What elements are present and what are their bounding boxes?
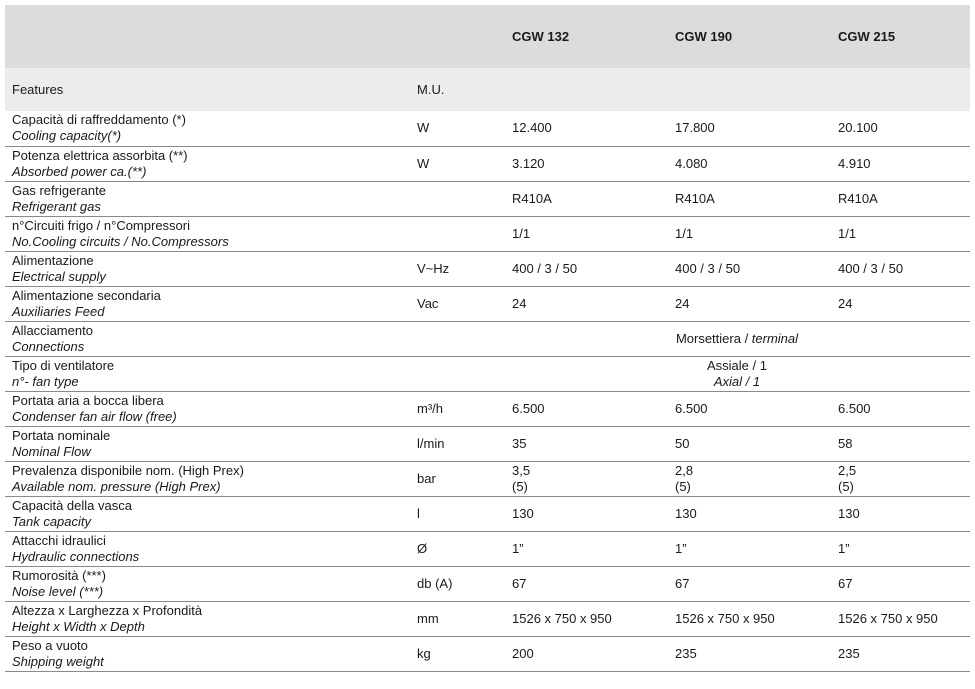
value-cell: 35 — [505, 426, 668, 461]
value-cell: 1” — [831, 531, 970, 566]
value-cell: 1526 x 750 x 950 — [668, 601, 831, 636]
spec-row — [5, 496, 970, 531]
spec-row — [5, 391, 970, 426]
value-cell: 6.500 — [505, 391, 668, 426]
feature-label-en: Condenser fan air flow (free) — [12, 408, 177, 424]
unit-cell: bar — [410, 461, 505, 496]
unit-cell — [410, 356, 505, 391]
feature-label-it: Altezza x Larghezza x Profondità — [12, 602, 203, 618]
feature-cell — [5, 601, 410, 636]
value-cell: 1526 x 750 x 950 — [505, 601, 668, 636]
value-cell: R410A — [831, 181, 970, 216]
feature-label-it: Prevalenza disponibile nom. (High Prex) — [12, 462, 244, 478]
feature-cell — [5, 146, 410, 181]
value-cell: 20.100 — [831, 111, 970, 146]
unit-cell — [410, 216, 505, 251]
value-cell: R410A — [505, 181, 668, 216]
value-cell: 58 — [831, 426, 970, 461]
merged-value-en: terminal — [751, 330, 799, 346]
spec-row — [5, 531, 970, 566]
feature-label-en: Connections — [12, 338, 85, 354]
feature-label-it: Alimentazione secondaria — [12, 287, 161, 303]
spec-row — [5, 356, 970, 391]
unit-cell: l — [410, 496, 505, 531]
header-empty-cell — [410, 5, 505, 68]
value-cell: 24 — [505, 286, 668, 321]
value-cell: 235 — [668, 636, 831, 671]
spec-row — [5, 181, 970, 216]
spec-row — [5, 321, 970, 356]
unit-cell — [410, 321, 505, 356]
feature-label-en: Available nom. pressure (High Prex) — [12, 478, 221, 494]
value-cell: R410A — [668, 181, 831, 216]
value-cell: 1” — [505, 531, 668, 566]
value-cell: 50 — [668, 426, 831, 461]
value-cell: 4.080 — [668, 146, 831, 181]
value-cell: 1/1 — [831, 216, 970, 251]
value-cell: 1/1 — [668, 216, 831, 251]
feature-label-en: Noise level (***) — [12, 583, 104, 599]
value-cell: 6.500 — [668, 391, 831, 426]
value-main: 2,5 — [838, 462, 857, 478]
spec-table — [5, 5, 970, 672]
features-label: Features — [5, 68, 410, 111]
spec-row — [5, 566, 970, 601]
merged-value-cell — [505, 356, 970, 391]
feature-label-en: No.Cooling circuits / No.Compressors — [12, 233, 229, 249]
value-cell: 24 — [668, 286, 831, 321]
unit-cell: V~Hz — [410, 251, 505, 286]
feature-label-en: Shipping weight — [12, 653, 104, 669]
feature-label-it: Tipo di ventilatore — [12, 357, 115, 373]
unit-cell: W — [410, 146, 505, 181]
value-cell: 400 / 3 / 50 — [668, 251, 831, 286]
merged-value-it: Assiale / 1 — [707, 357, 767, 373]
spec-row — [5, 216, 970, 251]
unit-cell — [410, 181, 505, 216]
feature-cell — [5, 566, 410, 601]
value-cell: 4.910 — [831, 146, 970, 181]
spec-row — [5, 636, 970, 671]
spec-row — [5, 146, 970, 181]
feature-cell — [5, 391, 410, 426]
feature-label-en: Refrigerant gas — [12, 198, 101, 214]
feature-label-it: Portata nominale — [12, 427, 111, 443]
feature-label-it: n°Circuiti frigo / n°Compressori — [12, 217, 191, 233]
value-cell: 130 — [831, 496, 970, 531]
unit-cell: Ø — [410, 531, 505, 566]
unit-cell: Vac — [410, 286, 505, 321]
feature-label-it: Alimentazione — [12, 252, 94, 268]
value-cell: 1/1 — [505, 216, 668, 251]
spec-row — [5, 286, 970, 321]
features-empty-cell — [831, 68, 970, 111]
feature-label-it: Capacità della vasca — [12, 497, 132, 513]
header-empty-cell — [5, 5, 410, 68]
feature-label-it: Allacciamento — [12, 322, 93, 338]
merged-value-en: Axial / 1 — [713, 373, 761, 389]
value-cell: 235 — [831, 636, 970, 671]
value-cell — [505, 461, 668, 496]
feature-label-it: Attacchi idraulici — [12, 532, 106, 548]
value-cell: 130 — [505, 496, 668, 531]
feature-cell — [5, 321, 410, 356]
value-cell: 400 / 3 / 50 — [505, 251, 668, 286]
feature-label-en: Auxiliaries Feed — [12, 303, 105, 319]
feature-cell — [5, 356, 410, 391]
feature-cell — [5, 181, 410, 216]
spec-row — [5, 601, 970, 636]
value-cell: 1” — [668, 531, 831, 566]
feature-label-en: Tank capacity — [12, 513, 92, 529]
value-cell: 3.120 — [505, 146, 668, 181]
feature-label-en: Electrical supply — [12, 268, 106, 284]
spec-row — [5, 111, 970, 146]
feature-cell — [5, 426, 410, 461]
value-cell: 67 — [505, 566, 668, 601]
value-note: (5) — [512, 478, 528, 494]
features-empty-cell — [668, 68, 831, 111]
feature-label-en: Absorbed power ca.(**) — [12, 163, 147, 179]
model-name: CGW 215 — [831, 5, 970, 68]
feature-label-en: Cooling capacity(*) — [12, 128, 122, 144]
feature-label-en: n°- fan type — [12, 373, 79, 389]
spec-row — [5, 461, 970, 496]
feature-label-en: Hydraulic connections — [12, 548, 140, 564]
feature-cell — [5, 636, 410, 671]
value-cell: 12.400 — [505, 111, 668, 146]
feature-label-en: Height x Width x Depth — [12, 618, 145, 634]
feature-label-it: Rumorosità (***) — [12, 567, 106, 583]
value-cell: 67 — [668, 566, 831, 601]
mu-label: M.U. — [410, 68, 505, 111]
feature-label-it: Portata aria a bocca libera — [12, 392, 164, 408]
unit-cell: W — [410, 111, 505, 146]
spec-row — [5, 251, 970, 286]
value-cell: 17.800 — [668, 111, 831, 146]
feature-label-en: Nominal Flow — [12, 443, 91, 459]
feature-label-it: Capacità di raffreddamento (*) — [12, 112, 186, 128]
unit-cell: l/min — [410, 426, 505, 461]
value-cell: 1526 x 750 x 950 — [831, 601, 970, 636]
feature-label-it: Gas refrigerante — [12, 182, 106, 198]
spec-rows — [5, 111, 970, 671]
feature-cell — [5, 461, 410, 496]
feature-cell — [5, 286, 410, 321]
feature-cell — [5, 216, 410, 251]
unit-cell: m³/h — [410, 391, 505, 426]
merged-value-it: Morsettiera / — [675, 330, 752, 346]
spec-row — [5, 426, 970, 461]
value-cell — [831, 461, 970, 496]
value-note: (5) — [838, 478, 854, 494]
value-cell: 6.500 — [831, 391, 970, 426]
value-cell: 200 — [505, 636, 668, 671]
unit-cell: kg — [410, 636, 505, 671]
feature-label-it: Peso a vuoto — [12, 637, 88, 653]
value-main: 3,5 — [512, 462, 531, 478]
feature-cell — [5, 531, 410, 566]
model-name: CGW 190 — [668, 5, 831, 68]
value-main: 2,8 — [675, 462, 694, 478]
value-cell: 67 — [831, 566, 970, 601]
unit-cell: db (A) — [410, 566, 505, 601]
features-header-row — [5, 68, 970, 111]
unit-cell: mm — [410, 601, 505, 636]
value-note: (5) — [675, 478, 691, 494]
feature-cell — [5, 251, 410, 286]
spec-table-container — [5, 5, 970, 672]
value-cell — [668, 461, 831, 496]
feature-label-it: Potenza elettrica assorbita (**) — [12, 147, 188, 163]
feature-cell — [5, 111, 410, 146]
value-cell: 24 — [831, 286, 970, 321]
value-cell: 400 / 3 / 50 — [831, 251, 970, 286]
model-name: CGW 132 — [505, 5, 668, 68]
feature-cell — [5, 496, 410, 531]
value-cell: 130 — [668, 496, 831, 531]
model-header-row — [5, 5, 970, 68]
merged-value-cell — [505, 321, 970, 356]
features-empty-cell — [505, 68, 668, 111]
